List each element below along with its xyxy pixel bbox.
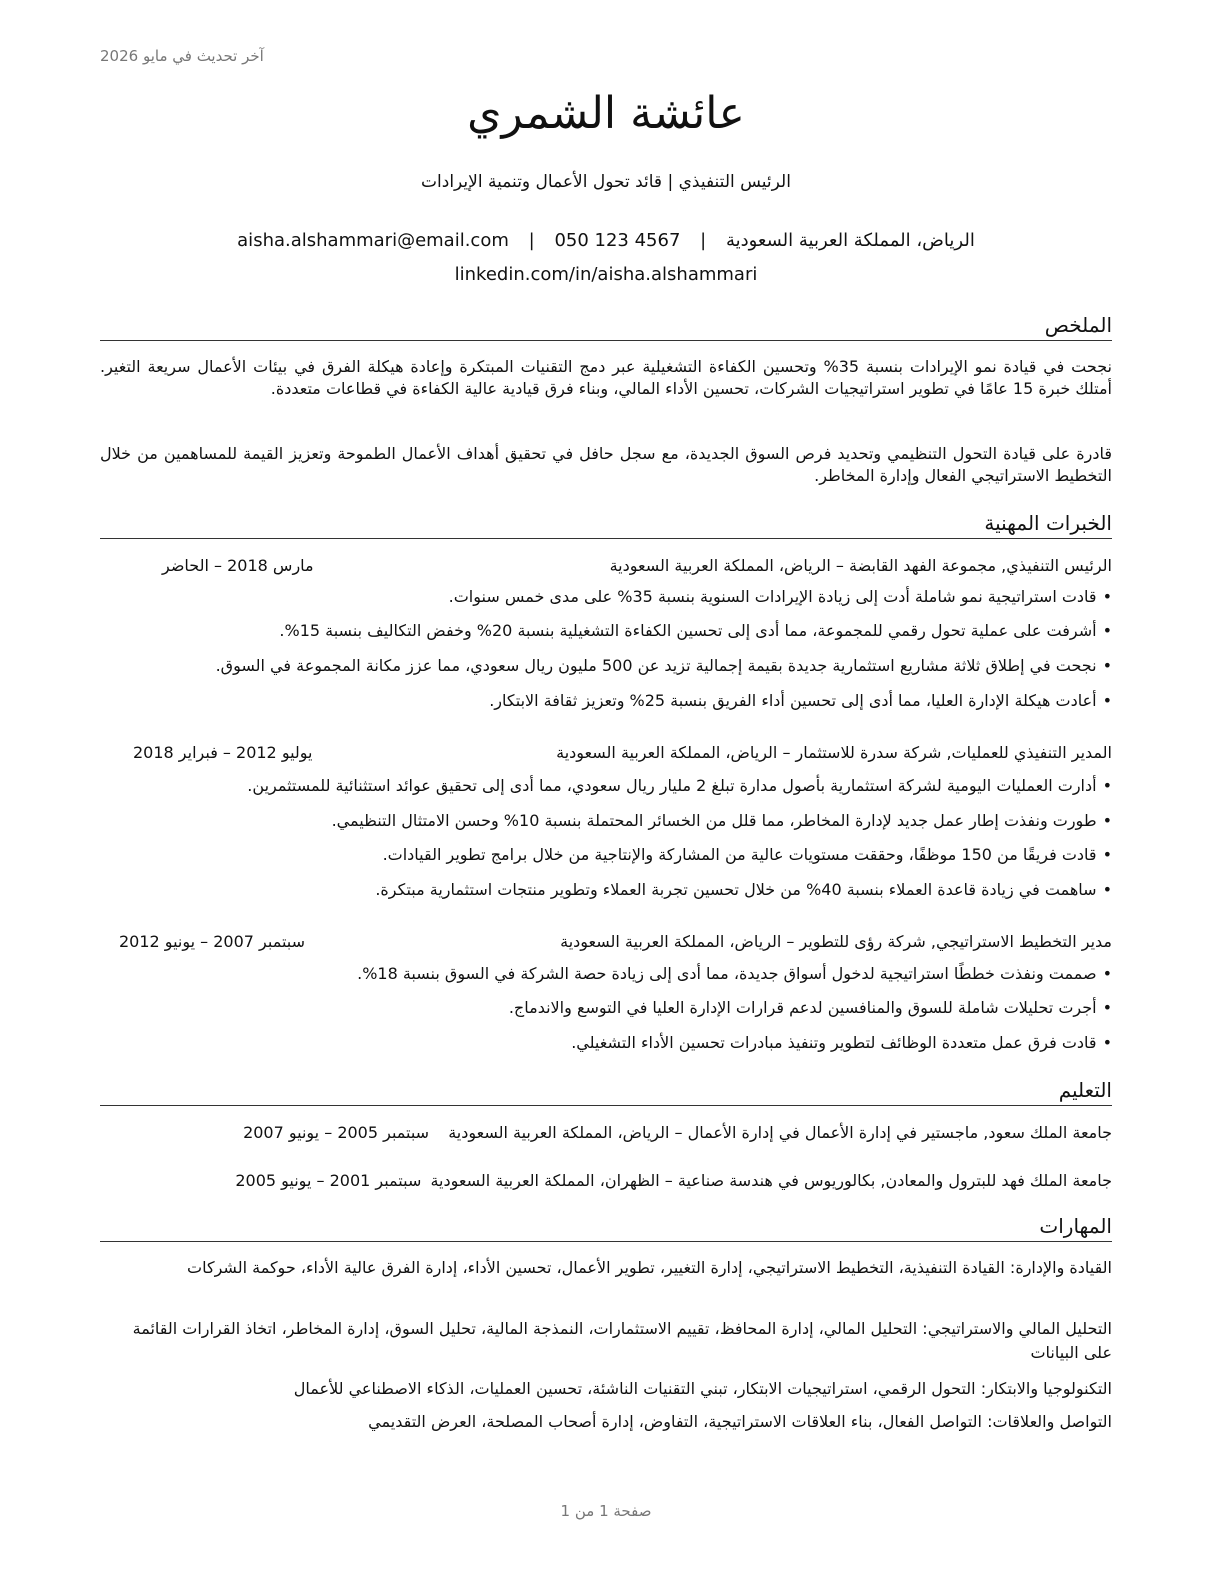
job-bullet: • قادت استراتيجية نمو شاملة أدت إلى زيادة الإيرادات السنوية بنسبة 35% على مدى خمس سنوات.	[449, 586, 1112, 608]
job-bullet: • أشرفت على عملية تحول رقمي للمجموعة، مما أدى إلى تحسين الكفاءة التشغيلية بنسبة 20% وخفض التكاليف بنسبة 15%.	[279, 620, 1112, 642]
job-bullet: • طورت ونفذت إطار عمل جديد لإدارة المخاطر، مما قلل من الخسائر المحتملة بنسبة 10% وحسن الامتثال التنظيمي.	[332, 810, 1112, 832]
skill-line: التحليل المالي والاستراتيجي: التحليل المالي، إدارة المحافظ، تقييم الاستثمارات، النمذجة المالية، تحليل السوق، إدارة المخاطر، اتخاذ القرارات القائمة على البيانات	[132, 1319, 1112, 1362]
job-bullet: • قادت فرق عمل متعددة الوظائف لتطوير وتنفيذ مبادرات تحسين الأداء التشغيلي.	[571, 1032, 1112, 1054]
location: الرياض، المملكة العربية السعودية	[725, 230, 975, 251]
last-updated: آخر تحديث في مايو 2026	[100, 47, 264, 65]
job-bullet: • ساهمت في زيادة قاعدة العملاء بنسبة 40% من خلال تحسين تجربة العملاء وتطوير منتجات استثمارية مبتكرة.	[375, 879, 1112, 901]
skill-line: التكنولوجيا والابتكار: التحول الرقمي، استراتيجيات الابتكار، تبني التقنيات الناشئة، تحسين العمليات، الذكاء الاصطناعي للأعمال	[293, 1379, 1112, 1398]
phone: 050 123 4567	[554, 230, 681, 251]
job-bullet: • أجرت تحليلات شاملة للسوق والمنافسين لدعم قرارات الإدارة العليا في التوسع والاندماج.	[509, 997, 1112, 1019]
summary-paragraph-1: نجحت في قيادة نمو الإيرادات بنسبة 35% وتحسين الكفاءة التشغيلية عبر دمج التقنيات المبتكرة وإعادة هيكلة الفرق في بيئات الأعمال سريعة التغير. أمتلك خبرة 15 عامًا في تطوير استراتيجيات الشركات، تحسين الأداء المالي، وبناء فرق قيادية عالية الكفاءة في قطاعات متعددة.	[100, 357, 1113, 398]
job-header	[100, 931, 1112, 953]
candidate-name: عائشة الشمري	[467, 88, 745, 139]
job-title: المدير التنفيذي للعمليات, شركة سدرة للاستثمار – الرياض، المملكة العربية السعودية	[556, 743, 1112, 762]
education-dates: سبتمبر 2005 – يونيو 2007	[243, 1123, 430, 1142]
job-bullet: • نجحت في إطلاق ثلاثة مشاريع استثمارية جديدة بقيمة إجمالية تزيد عن 500 مليون ريال سعودي، مما عزز مكانة المجموعة في السوق.	[216, 655, 1112, 677]
education-text: جامعة الملك سعود, ماجستير في إدارة الأعمال في إدارة الأعمال – الرياض، المملكة العربية السعودية	[448, 1123, 1112, 1142]
section-education-heading: التعليم	[100, 1077, 1112, 1106]
contact-info	[100, 224, 1112, 292]
job-bullet: • صممت ونفذت خططًا استراتيجية لدخول أسواق جديدة، مما أدى إلى زيادة حصة الشركة في السوق بنسبة 18%.	[357, 963, 1112, 985]
skill-line: القيادة والإدارة: القيادة التنفيذية، التخطيط الاستراتيجي، إدارة التغيير، تطوير الأعمال، تحسين الأداء، إدارة الفرق عالية الأداء، حوكمة الشركات	[187, 1258, 1112, 1277]
section-skills-heading: المهارات	[100, 1213, 1112, 1242]
candidate-title: الرئيس التنفيذي | قائد تحول الأعمال وتنمية الإيرادات	[421, 172, 791, 192]
job-header	[100, 555, 1112, 577]
job-dates: سبتمبر 2007 – يونيو 2012	[119, 932, 306, 951]
separator: |	[700, 230, 707, 251]
job-bullet: • أدارت العمليات اليومية لشركة استثمارية بأصول مدارة تبلغ 2 مليار ريال سعودي، مما أدى إلى تحقيق عوائد استثنائية للمستثمرين.	[247, 775, 1112, 797]
education-item	[100, 1170, 1112, 1192]
job-dates: مارس 2018 – الحاضر	[162, 556, 314, 575]
linkedin-link[interactable]: linkedin.com/in/aisha.alshammari	[454, 264, 758, 285]
education-text: جامعة الملك فهد للبترول والمعادن, بكالوريوس في هندسة صناعية – الظهران، المملكة العربية السعودية	[430, 1171, 1112, 1190]
email[interactable]: aisha.alshammari@email.com	[237, 230, 509, 251]
resume-page	[100, 0, 1112, 1584]
job-title: الرئيس التنفيذي, مجموعة الفهد القابضة – الرياض، المملكة العربية السعودية	[609, 556, 1112, 575]
section-summary-heading: الملخص	[100, 312, 1112, 341]
job-bullet: • أعادت هيكلة الإدارة العليا، مما أدى إلى تحسين أداء الفريق بنسبة 25% وتعزيز ثقافة الابتكار.	[489, 690, 1112, 712]
section-experience-heading: الخبرات المهنية	[100, 510, 1112, 539]
skill-line: التواصل والعلاقات: التواصل الفعال، بناء العلاقات الاستراتيجية، التفاوض، إدارة أصحاب المصلحة، العرض التقديمي	[368, 1412, 1112, 1431]
separator: |	[528, 230, 535, 251]
page-footer: صفحة 1 من 1	[560, 1502, 652, 1520]
job-header	[100, 742, 1112, 764]
job-dates: يوليو 2012 – فبراير 2018	[133, 743, 313, 762]
summary-paragraph-2: قادرة على قيادة التحول التنظيمي وتحديد فرص السوق الجديدة، مع سجل حافل في تحقيق أهداف الأعمال الطموحة وتعزيز القيمة للمساهمين من خلال التخطيط الاستراتيجي الفعال وإدارة المخاطر.	[100, 444, 1112, 485]
job-bullet: • قادت فريقًا من 150 موظفًا، وحققت مستويات عالية من المشاركة والإنتاجية من خلال برامج تطوير القيادات.	[383, 844, 1112, 866]
education-item	[100, 1122, 1112, 1144]
education-dates: سبتمبر 2001 – يونيو 2005	[235, 1171, 422, 1190]
job-title: مدير التخطيط الاستراتيجي, شركة رؤى للتطوير – الرياض، المملكة العربية السعودية	[560, 932, 1112, 951]
